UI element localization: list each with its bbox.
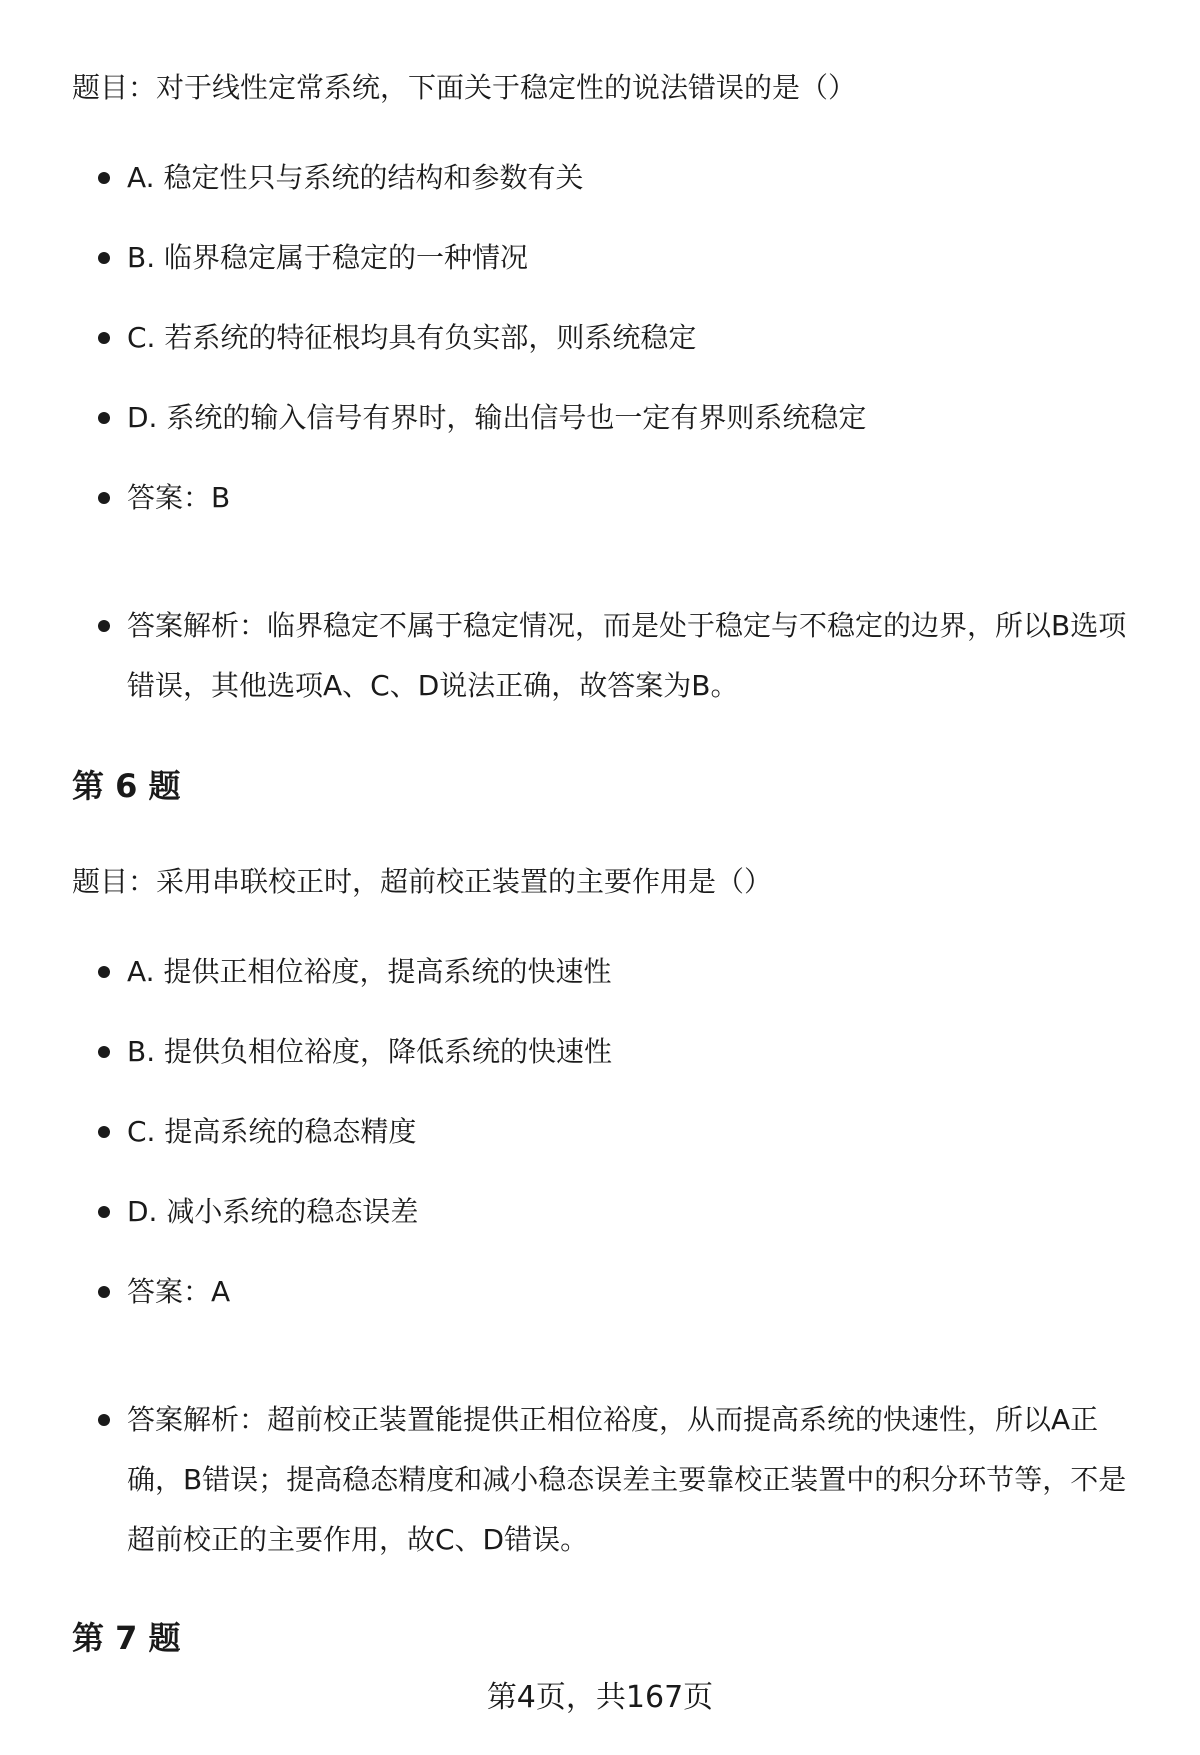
question-7-heading: 第 7 题 [72,1619,181,1657]
bullet-icon [98,1286,110,1298]
bullet-icon [98,1126,110,1138]
bullet-icon [98,332,110,344]
bullet-icon [98,172,110,184]
bullet-icon [98,1206,110,1218]
bullet-icon [98,252,110,264]
option-text: C. 提高系统的稳态精度 [127,1115,417,1148]
option-text: D. 减小系统的稳态误差 [127,1195,419,1228]
bullet-icon [98,1046,110,1058]
bullet-icon [98,412,110,424]
question-5-text: 题目：对于线性定常系统，下面关于稳定性的说法错误的是（） [72,71,857,104]
option-text: A. 提供正相位裕度，提高系统的快速性 [127,955,612,988]
explanation-text: 答案解析：超前校正装置能提供正相位裕度，从而提高系统的快速性，所以A正确，B错误；提高稳态精度和减小稳态误差主要靠校正装置中的积分环节等，不是超前校正的主要作用，故C、D错误。 [127,1403,1127,1556]
bullet-icon [98,966,110,978]
question-6-heading: 第 6 题 [72,767,181,805]
option-text: A. 稳定性只与系统的结构和参数有关 [127,161,584,194]
explanation-text: 答案解析：临界稳定不属于稳定情况，而是处于稳定与不稳定的边界，所以B选项错误，其他选项A、C、D说法正确，故答案为B。 [127,609,1127,702]
answer-text: 答案：A [127,1275,231,1308]
bullet-icon [98,620,110,632]
answer-text: 答案：B [127,481,231,514]
option-text: B. 临界稳定属于稳定的一种情况 [127,241,529,274]
question-6-text: 题目：采用串联校正时，超前校正装置的主要作用是（） [72,865,773,898]
option-text: D. 系统的输入信号有界时，输出信号也一定有界则系统稳定 [127,401,867,434]
option-text: B. 提供负相位裕度，降低系统的快速性 [127,1035,613,1068]
page-number-footer: 第4页，共167页 [486,1680,714,1715]
bullet-icon [98,1414,110,1426]
bullet-icon [98,492,110,504]
option-text: C. 若系统的特征根均具有负实部，则系统稳定 [127,321,697,354]
